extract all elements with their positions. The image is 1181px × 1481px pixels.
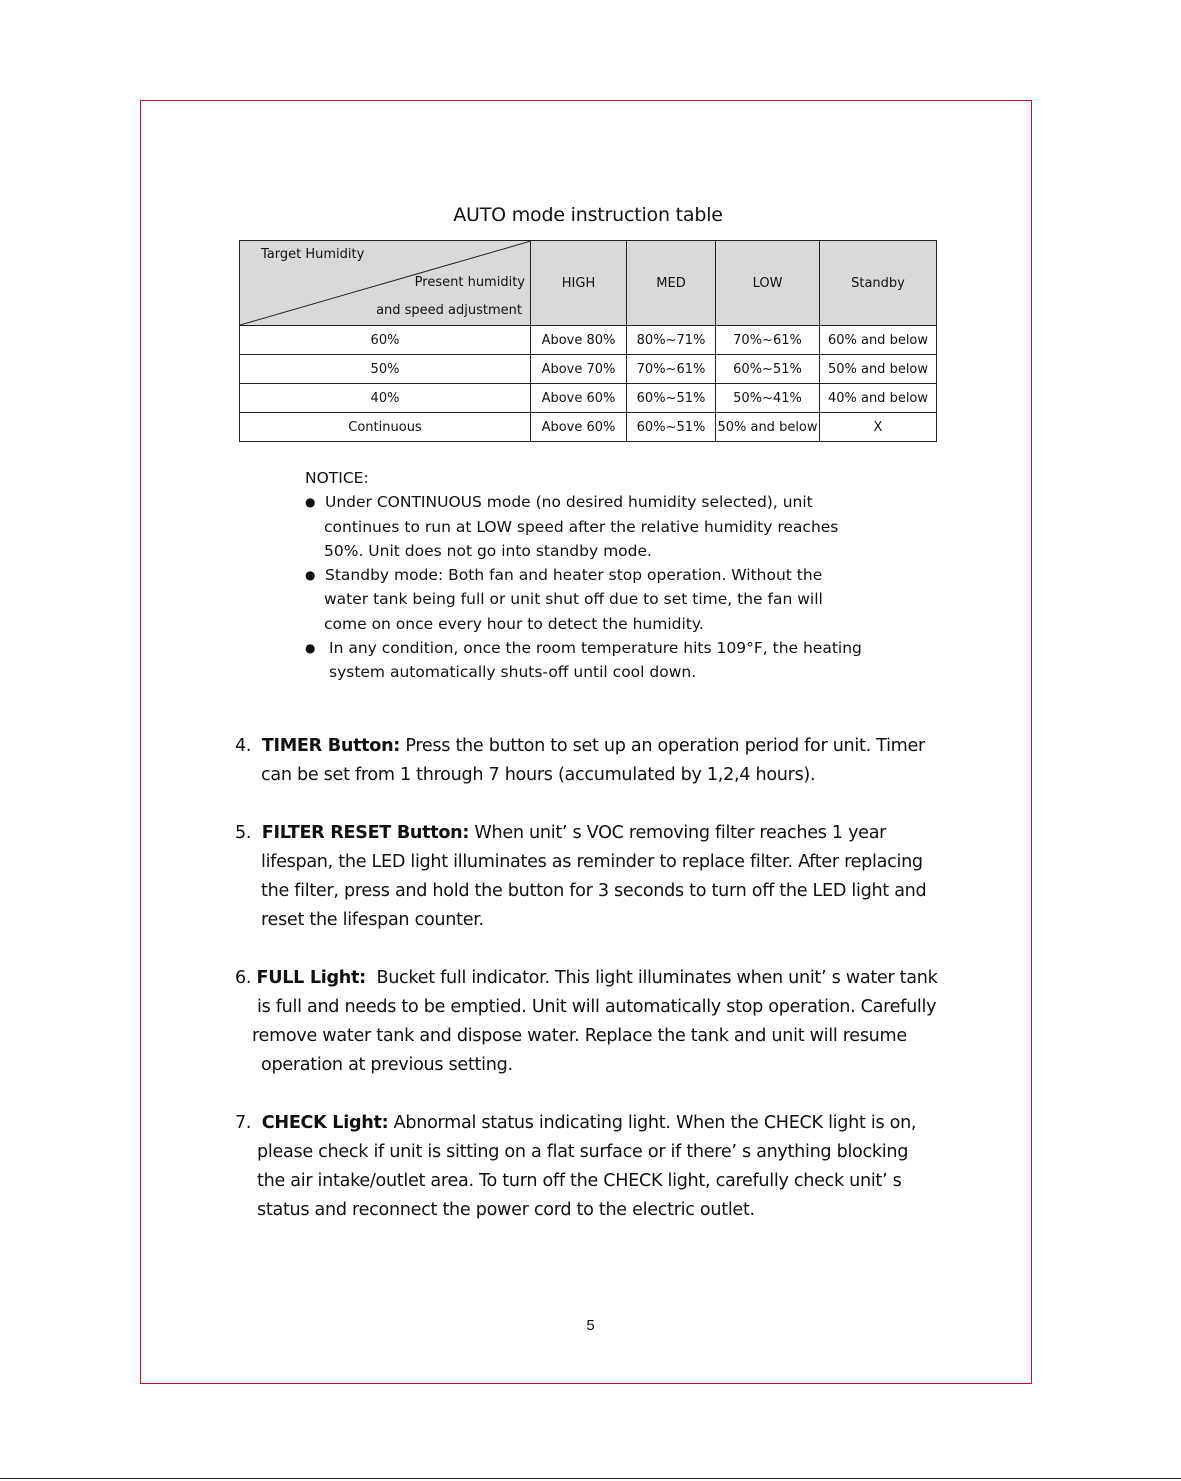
- item-label: FILTER RESET Button:: [261, 823, 470, 843]
- notice-line: system automatically shuts-off until cool down.: [329, 663, 697, 682]
- table-title: AUTO mode instruction table: [453, 204, 723, 226]
- item-line: status and reconnect the power cord to the electric outlet.: [257, 1200, 755, 1220]
- table-cell: 80%~71%: [627, 326, 716, 355]
- notice-line: continues to run at LOW speed after the relative humidity reaches: [324, 517, 839, 536]
- item-number: 5.: [235, 823, 252, 843]
- item-line: reset the lifespan counter.: [261, 910, 484, 930]
- table-cell: Above 60%: [531, 413, 627, 442]
- item-number: 7.: [235, 1113, 252, 1133]
- notice-line: Standby mode: Both fan and heater stop operation. Without the: [325, 566, 823, 585]
- item-line: lifespan, the LED light illuminates as reminder to replace filter. After replacing: [261, 852, 923, 872]
- item-line: Bucket full indicator. This light illuminates when unit’ s water tank: [376, 968, 938, 988]
- column-header-low: LOW: [716, 241, 820, 326]
- item-line: the filter, press and hold the button for 3 seconds to turn off the LED light and: [261, 881, 927, 901]
- page-number: 5: [586, 1317, 595, 1334]
- item-check-light: [235, 1109, 916, 1225]
- table-row: [240, 384, 937, 413]
- table-cell: 50% and below: [820, 355, 937, 384]
- table-row: [240, 326, 937, 355]
- notice-bullet: [305, 490, 905, 563]
- notice-bullet: [305, 563, 905, 636]
- bullet-dot-icon: ●: [305, 568, 316, 583]
- table-cell: Above 80%: [531, 326, 627, 355]
- item-line: operation at previous setting.: [261, 1055, 513, 1075]
- notice-line: water tank being full or unit shut off due to set time, the fan will: [324, 590, 823, 609]
- item-full-light: [235, 964, 938, 1080]
- item-label: CHECK Light:: [261, 1113, 389, 1133]
- auto-mode-table: [239, 240, 937, 442]
- item-line: Abnormal status indicating light. When the CHECK light is on,: [393, 1113, 917, 1133]
- table-cell: X: [820, 413, 937, 442]
- column-header-standby: Standby: [820, 241, 937, 326]
- table-cell: 40% and below: [820, 384, 937, 413]
- notice-line: Under CONTINUOUS mode (no desired humidity selected), unit: [325, 493, 813, 512]
- target-cell: 40%: [240, 384, 531, 413]
- notice-heading: NOTICE:: [305, 469, 369, 487]
- item-timer-button: [235, 732, 925, 790]
- column-header-med: MED: [627, 241, 716, 326]
- item-label: FULL Light:: [256, 968, 366, 988]
- item-line: please check if unit is sitting on a flat surface or if there’ s anything blocking: [257, 1142, 909, 1162]
- target-cell: 60%: [240, 326, 531, 355]
- present-humidity-label: Present humidity: [414, 275, 525, 290]
- notice-line: In any condition, once the room temperature hits 109°F, the heating: [329, 639, 862, 658]
- table-cell: 70%~61%: [716, 326, 820, 355]
- table-cell: 60% and below: [820, 326, 937, 355]
- item-filter-reset-button: [235, 819, 926, 935]
- table-cell: 60%~51%: [627, 384, 716, 413]
- table-header-row: [240, 241, 937, 326]
- item-line: remove water tank and dispose water. Replace the tank and unit will resume: [252, 1026, 907, 1046]
- table-cell: 50%~41%: [716, 384, 820, 413]
- table-cell: 50% and below: [716, 413, 820, 442]
- item-line: Press the button to set up an operation period for unit. Timer: [405, 736, 925, 756]
- corner-header-cell: [240, 241, 531, 326]
- target-cell: 50%: [240, 355, 531, 384]
- target-cell: Continuous: [240, 413, 531, 442]
- table-cell: Above 60%: [531, 384, 627, 413]
- notice-bullet: [305, 636, 905, 685]
- item-line: is full and needs to be emptied. Unit will automatically stop operation. Carefully: [257, 997, 937, 1017]
- bullet-dot-icon: ●: [305, 495, 316, 510]
- bullet-dot-icon: ●: [305, 641, 316, 656]
- speed-adjustment-label: and speed adjustment: [376, 303, 522, 318]
- table-row: [240, 413, 937, 442]
- table-cell: 60%~51%: [627, 413, 716, 442]
- table-row: [240, 355, 937, 384]
- bottom-rule: [0, 1478, 1181, 1479]
- item-label: TIMER Button:: [261, 736, 401, 756]
- notice-line: come on once every hour to detect the humidity.: [324, 614, 704, 633]
- item-number: 4.: [235, 736, 252, 756]
- target-humidity-label: Target Humidity: [261, 247, 365, 262]
- table-cell: Above 70%: [531, 355, 627, 384]
- column-header-high: HIGH: [531, 241, 627, 326]
- notice-line: 50%. Unit does not go into standby mode.: [324, 541, 652, 560]
- table-cell: 60%~51%: [716, 355, 820, 384]
- table-cell: 70%~61%: [627, 355, 716, 384]
- item-number: 6.: [235, 968, 252, 988]
- item-line: When unit’ s VOC removing filter reaches 1 year: [474, 823, 887, 843]
- item-line: can be set from 1 through 7 hours (accumulated by 1,2,4 hours).: [261, 765, 816, 785]
- notice-block: [305, 466, 905, 685]
- item-line: the air intake/outlet area. To turn off the CHECK light, carefully check unit’ s: [257, 1171, 902, 1191]
